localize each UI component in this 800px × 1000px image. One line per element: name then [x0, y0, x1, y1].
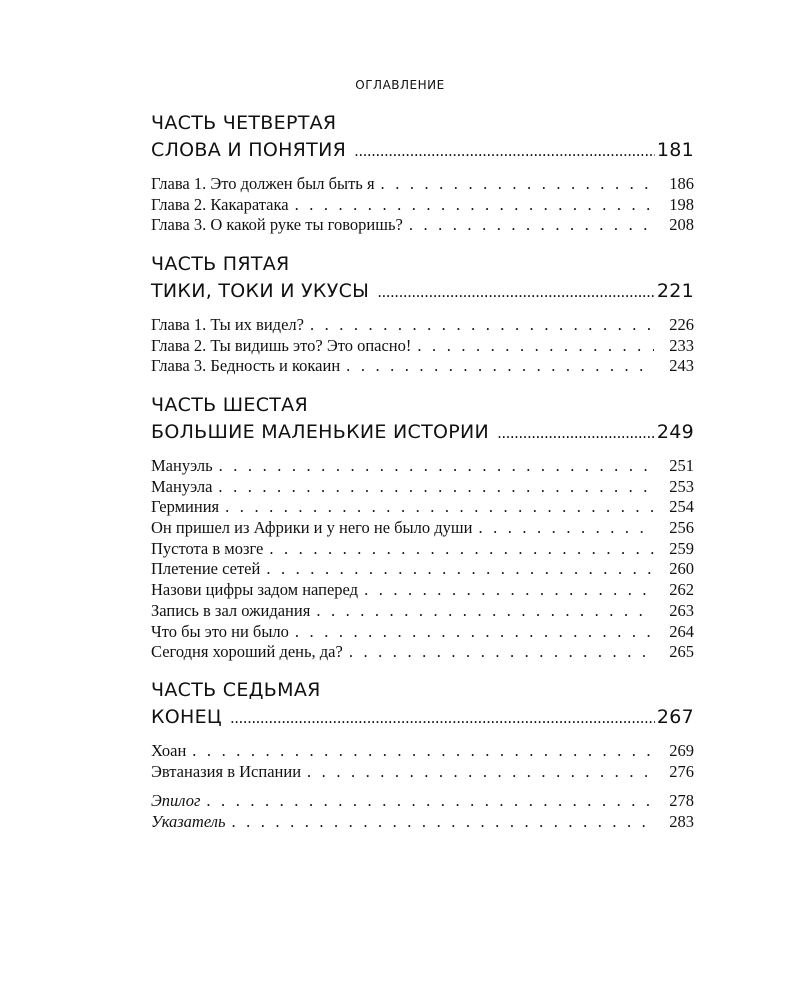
- toc-entry[interactable]: [151, 741, 694, 762]
- entry-title: Эвтаназия в Испании: [151, 761, 302, 781]
- dot-leader: [269, 539, 654, 560]
- entry-page-number: 269: [669, 741, 694, 760]
- entry-title: Глава 1. Ты их видел?: [151, 315, 304, 334]
- dot-leader: [307, 762, 654, 783]
- dot-leader: [310, 315, 654, 336]
- toc-entry[interactable]: [151, 518, 694, 539]
- toc-entry[interactable]: [151, 622, 694, 643]
- page-header: ОГЛАВЛЕНИЕ: [355, 78, 445, 92]
- dot-leader: [225, 497, 654, 518]
- dot-leader: [377, 278, 655, 306]
- part-title: БОЛЬШИЕ МАЛЕНЬКИЕ ИСТОРИИ: [151, 421, 490, 443]
- part-title-row[interactable]: [151, 418, 694, 446]
- entry-page-number: 256: [669, 518, 694, 538]
- entry-title: Он пришел из Африки и у него не было души: [151, 518, 473, 538]
- entry-page-number: 198: [669, 194, 694, 214]
- entry-title: Глава 3. Бедность и кокаин: [151, 356, 341, 376]
- entry-page-number: 254: [669, 497, 694, 517]
- part-title-row[interactable]: [151, 703, 694, 731]
- entry-page-number: 186: [669, 174, 694, 193]
- entry-page-number: 208: [669, 215, 694, 235]
- entry-page-number: 265: [669, 642, 694, 662]
- entry-title: Хоан: [151, 741, 187, 760]
- entry-title: Глава 2. Какаратака: [151, 194, 289, 214]
- entry-title: Пустота в мозге: [151, 538, 264, 558]
- dot-leader: [316, 601, 654, 622]
- part-title: КОНЕЦ: [151, 706, 222, 728]
- dot-leader: [266, 559, 654, 580]
- entry-page-number: 263: [669, 600, 694, 620]
- entry-title: Герминия: [151, 497, 220, 517]
- toc-entry[interactable]: [151, 477, 694, 498]
- toc-entry-index[interactable]: [151, 812, 694, 833]
- entry-title: Указатель: [151, 811, 226, 831]
- part-title: СЛОВА И ПОНЯТИЯ: [151, 139, 347, 161]
- toc-part-4: [151, 110, 694, 236]
- part-title-row[interactable]: [151, 136, 694, 164]
- entry-title: Глава 3. О какой руке ты говоришь?: [151, 215, 403, 235]
- toc-entry[interactable]: [151, 356, 694, 377]
- dot-leader: [192, 741, 654, 762]
- part-label: ЧАСТЬ СЕДЬМАЯ: [151, 679, 321, 701]
- toc-entry[interactable]: [151, 601, 694, 622]
- dot-leader: [478, 518, 654, 539]
- entry-page-number: 259: [669, 538, 694, 558]
- toc-back-matter: [151, 791, 694, 832]
- entry-page-number: 260: [669, 559, 694, 579]
- toc-entry[interactable]: [151, 762, 694, 783]
- toc-entry[interactable]: [151, 336, 694, 357]
- dot-leader: [206, 791, 654, 812]
- part-label: ЧАСТЬ ШЕСТАЯ: [151, 394, 308, 416]
- toc-part-7: [151, 677, 694, 782]
- entry-page-number: 276: [669, 761, 694, 781]
- entry-title: Запись в зал ожидания: [151, 600, 311, 620]
- part-title: ТИКИ, ТОКИ И УКУСЫ: [151, 280, 370, 302]
- toc-entry[interactable]: [151, 539, 694, 560]
- toc-entry[interactable]: [151, 559, 694, 580]
- entry-page-number: 253: [669, 476, 694, 496]
- dot-leader: [364, 580, 654, 601]
- dot-leader: [230, 704, 655, 732]
- toc-entry[interactable]: [151, 215, 694, 236]
- entry-title: Назови цифры задом наперед: [151, 580, 359, 600]
- dot-leader: [409, 215, 654, 236]
- entry-title: Сегодня хороший день, да?: [151, 642, 343, 662]
- dot-leader: [354, 137, 655, 165]
- part-page-number: 267: [656, 706, 694, 728]
- dot-leader: [346, 356, 654, 377]
- toc-entry[interactable]: [151, 580, 694, 601]
- entry-title: Глава 1. Это должен был быть я: [151, 174, 375, 193]
- dot-leader: [417, 336, 654, 357]
- entry-page-number: 226: [669, 315, 694, 334]
- entry-page-number: 233: [669, 335, 694, 355]
- entry-page-number: 283: [669, 811, 694, 831]
- part-label: ЧАСТЬ ПЯТАЯ: [151, 253, 290, 275]
- dot-leader: [381, 174, 654, 195]
- dot-leader: [497, 419, 655, 447]
- entry-title: Мануэла: [151, 476, 213, 496]
- dot-leader: [295, 622, 654, 643]
- entry-page-number: 264: [669, 621, 694, 641]
- dot-leader: [349, 642, 654, 663]
- dot-leader: [219, 456, 654, 477]
- part-page-number: 221: [656, 280, 694, 302]
- toc-entry[interactable]: [151, 195, 694, 216]
- part-page-number: 181: [656, 139, 694, 161]
- entry-title: Плетение сетей: [151, 559, 261, 579]
- part-title-row[interactable]: [151, 277, 694, 305]
- toc-entry[interactable]: [151, 497, 694, 518]
- toc-entry[interactable]: [151, 315, 694, 336]
- dot-leader: [218, 477, 654, 498]
- entry-page-number: 262: [669, 580, 694, 600]
- entry-title: Мануэль: [151, 456, 213, 475]
- toc-entry[interactable]: [151, 174, 694, 195]
- entry-page-number: 278: [669, 791, 694, 810]
- toc-part-6: [151, 392, 694, 663]
- toc-entry[interactable]: [151, 456, 694, 477]
- toc-entry[interactable]: [151, 642, 694, 663]
- toc-entry-epilogue[interactable]: [151, 791, 694, 812]
- dot-leader: [295, 195, 654, 216]
- entry-title: Что бы это ни было: [151, 621, 289, 641]
- part-page-number: 249: [656, 421, 694, 443]
- entry-title: Эпилог: [151, 791, 201, 810]
- part-label: ЧАСТЬ ЧЕТВЕРТАЯ: [151, 112, 337, 134]
- entry-page-number: 243: [669, 356, 694, 376]
- entry-title: Глава 2. Ты видишь это? Это опасно!: [151, 335, 412, 355]
- entry-page-number: 251: [669, 456, 694, 475]
- dot-leader: [231, 812, 654, 833]
- toc-part-5: [151, 251, 694, 377]
